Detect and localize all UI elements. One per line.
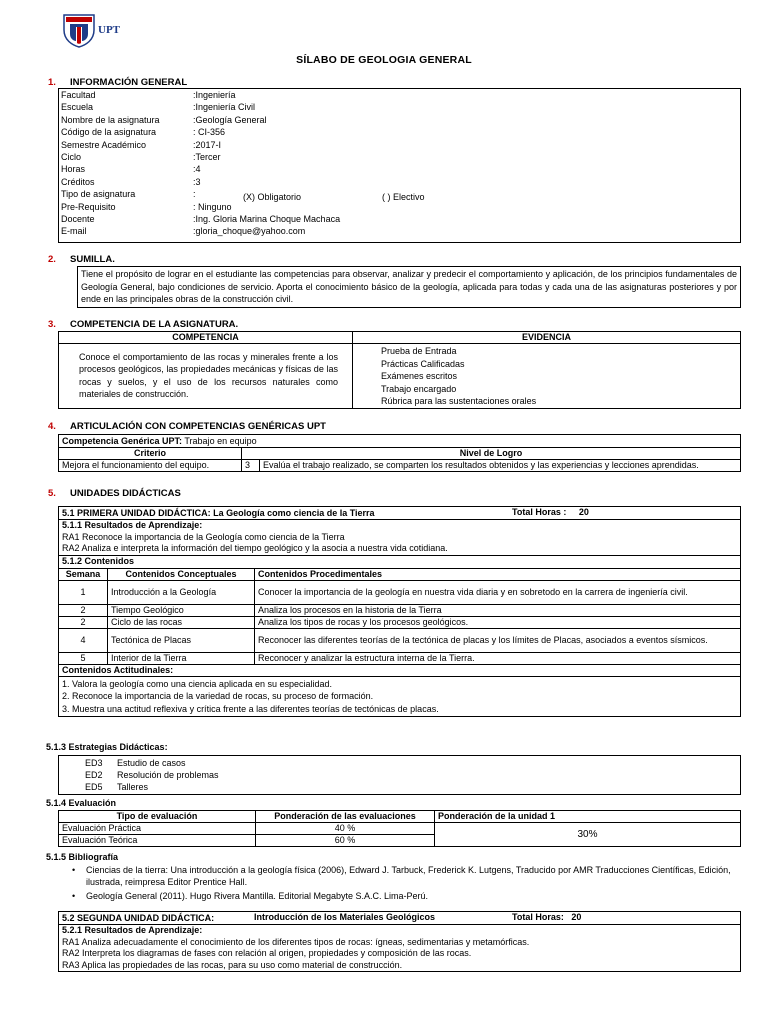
results-title: 5.1.1 Resultados de Aprendizaje: bbox=[62, 520, 203, 530]
section-2-heading bbox=[48, 254, 115, 265]
hours-value: 20 bbox=[578, 507, 589, 517]
info-label: Escuela bbox=[61, 102, 94, 113]
hours-value: 20 bbox=[571, 912, 582, 922]
contenido-row bbox=[59, 652, 741, 664]
section-number: 4. bbox=[48, 421, 56, 432]
electivo-option: ( ) Electivo bbox=[382, 192, 425, 202]
info-value: :Tercer bbox=[193, 152, 221, 162]
info-value: : CI-356 bbox=[193, 127, 226, 138]
semana-cell: 2 bbox=[59, 616, 108, 628]
results-title: 5.2.1 Resultados de Aprendizaje: bbox=[62, 925, 203, 935]
competencia-table bbox=[58, 331, 741, 409]
evidencia-header: EVIDENCIA bbox=[353, 332, 741, 344]
info-label: Código de la asignatura bbox=[61, 127, 157, 138]
hours-label: Total Horas: bbox=[512, 912, 564, 922]
info-value: :Ingeniería bbox=[193, 90, 236, 100]
info-label: Facultad bbox=[61, 90, 96, 100]
unit-2-results bbox=[59, 925, 741, 972]
bibliografia-list bbox=[72, 864, 740, 904]
evaluacion-table bbox=[58, 810, 741, 847]
section-3-heading bbox=[48, 319, 238, 330]
eval-col-tipo: Tipo de evaluación bbox=[59, 811, 256, 823]
eval-practica-value: 40 % bbox=[256, 823, 435, 835]
sumilla-text: Tiene el propósito de lograr en el estudiante las competencias para observar, analizar y predecir el comportamiento y aplicación, de los principios fundamentales de Geología General, bajo condiciones de servicio. Aporta el conocimiento básico de la geología, aplicada para todas y cada una de las asignaturas posteriores y por ende en las principales obras de la construcción civil. bbox=[77, 266, 741, 308]
info-value: :4 bbox=[193, 164, 201, 175]
contenido-row bbox=[59, 616, 741, 628]
col-semana: Semana bbox=[59, 568, 108, 580]
eval-unidad-value: 30% bbox=[435, 823, 741, 847]
learning-result: RA2 Interpreta los diagramas de fases con relación al origen, propiedades y composición de las rocas. bbox=[62, 948, 472, 958]
bullet-icon: • bbox=[72, 891, 76, 901]
info-label: Nombre de la asignatura bbox=[61, 114, 160, 125]
info-label: Horas bbox=[61, 164, 86, 175]
info-label: E-mail bbox=[61, 226, 87, 237]
unit-2-label: 5.2 SEGUNDA UNIDAD DIDÁCTICA: bbox=[62, 912, 215, 923]
unit-2-title: Introducción de los Materiales Geológicos bbox=[254, 912, 436, 922]
bibliografia-item bbox=[72, 890, 740, 902]
semana-cell: 4 bbox=[59, 628, 108, 652]
conceptual-cell: Interior de la Tierra bbox=[108, 652, 255, 664]
bullet-icon: • bbox=[72, 865, 76, 875]
unit-2-table bbox=[58, 911, 741, 972]
evidencia-item: Rúbrica para las sustentaciones orales bbox=[381, 396, 537, 407]
estrategia-code: ED2 bbox=[85, 770, 103, 780]
estrategia-code: ED5 bbox=[85, 782, 103, 792]
evidencia-item: Exámenes escritos bbox=[381, 371, 458, 382]
upt-shield-icon bbox=[62, 12, 96, 48]
estrategias-title: 5.1.3 Estrategias Didácticas: bbox=[46, 742, 168, 752]
unit-2-header bbox=[59, 912, 741, 925]
procedimental-cell: Reconocer las diferentes teorías de la tectónica de placas y los límites de Placas, asociados a eventos sísmicos. bbox=[255, 628, 741, 652]
learning-result: RA3 Aplica las propiedades de las rocas, para su uso como material de construcción. bbox=[62, 959, 403, 970]
unit-1-title: 5.1 PRIMERA UNIDAD DIDÁCTICA: La Geología como ciencia de la Tierra bbox=[62, 507, 375, 518]
eval-col-unidad: Ponderación de la unidad 1 bbox=[435, 811, 741, 823]
estrategia-code: ED3 bbox=[85, 758, 103, 768]
estrategia-text: Resolución de problemas bbox=[117, 770, 219, 780]
obligatorio-option: (X) Obligatorio bbox=[243, 192, 302, 202]
criterio-header: Criterio bbox=[59, 448, 242, 460]
info-value: :Geología General bbox=[193, 114, 267, 125]
conceptual-cell: Tectónica de Placas bbox=[108, 628, 255, 652]
logo-text: UPT bbox=[98, 24, 120, 36]
semana-cell: 5 bbox=[59, 652, 108, 664]
section-1-heading bbox=[48, 77, 187, 88]
section-number: 1. bbox=[48, 77, 56, 88]
evaluacion-title: 5.1.4 Evaluación bbox=[46, 798, 117, 808]
competencia-header: COMPETENCIA bbox=[59, 332, 353, 344]
eval-teorica-label: Evaluación Teórica bbox=[59, 835, 256, 847]
learning-result: RA1 Analiza adecuadamente el conocimiento de los diferentes tipos de rocas: ígneas, sedimentarias y metamórficas. bbox=[62, 936, 530, 947]
bibliografia-title: 5.1.5 Bibliografía bbox=[46, 852, 119, 862]
nivel-number: 3 bbox=[242, 460, 260, 472]
actitudinales-block bbox=[59, 664, 741, 717]
semana-cell: 1 bbox=[59, 580, 108, 604]
section-number: 2. bbox=[48, 254, 56, 265]
learning-result: RA1 Reconoce la importancia de la Geología como ciencia de la Tierra bbox=[62, 531, 345, 542]
estrategia-item bbox=[59, 781, 740, 793]
section-4-heading bbox=[48, 421, 326, 432]
unit-1-table bbox=[58, 506, 741, 717]
actitudinales-title: Contenidos Actitudinales: bbox=[59, 665, 740, 677]
unit-1-hours bbox=[512, 507, 589, 518]
contenido-row bbox=[59, 604, 741, 616]
generica-label: Competencia Genérica UPT: bbox=[62, 435, 183, 446]
info-label: Créditos bbox=[61, 176, 95, 187]
evidencia-item: Trabajo encargado bbox=[381, 383, 457, 394]
criterio-value: Mejora el funcionamiento del equipo. bbox=[59, 460, 242, 472]
procedimental-cell: Analiza los tipos de rocas y los procesos geológicos. bbox=[255, 616, 741, 628]
generica-row bbox=[59, 435, 741, 448]
learning-result: RA2 Analiza e interpreta la información del tiempo geológico y la asocia a nuestra vida cotidiana. bbox=[62, 543, 448, 553]
section-title: COMPETENCIA DE LA ASIGNATURA. bbox=[70, 319, 239, 330]
info-value: :Ingeniería Civil bbox=[193, 102, 256, 113]
evidencia-item: Prácticas Calificadas bbox=[381, 358, 465, 369]
nivel-header: Nivel de Logro bbox=[242, 448, 741, 460]
info-value: :3 bbox=[193, 176, 201, 187]
unit-1-results bbox=[59, 520, 741, 556]
section-title: UNIDADES DIDÁCTICAS bbox=[70, 488, 181, 499]
info-value: : Ninguno bbox=[193, 201, 232, 212]
unit-2-hours bbox=[512, 912, 581, 923]
upt-logo bbox=[62, 12, 132, 48]
eval-practica-label: Evaluación Práctica bbox=[59, 823, 256, 835]
section-number: 3. bbox=[48, 319, 56, 330]
conceptual-cell: Tiempo Geológico bbox=[108, 604, 255, 616]
section-title: INFORMACIÓN GENERAL bbox=[70, 77, 188, 88]
estrategia-item bbox=[59, 769, 740, 781]
procedimental-cell: Reconocer y analizar la estructura interna de la Tierra. bbox=[255, 652, 741, 664]
info-value: :2017-I bbox=[193, 139, 222, 150]
info-label: Ciclo bbox=[61, 152, 82, 162]
bibliografia-item bbox=[72, 864, 740, 888]
section-5-heading bbox=[48, 488, 181, 499]
info-value: : bbox=[193, 189, 196, 200]
info-value: :Ing. Gloria Marina Choque Machaca bbox=[193, 214, 341, 224]
document-title: SÍLABO DE GEOLOGIA GENERAL bbox=[296, 54, 472, 66]
section-title: SUMILLA. bbox=[70, 254, 115, 265]
col-conceptuales: Contenidos Conceptuales bbox=[108, 568, 255, 580]
contenido-row bbox=[59, 628, 741, 652]
actitudinal-item: 3. Muestra una actitud reflexiva y crítica frente a las diferentes teorías de tectónicas de placas. bbox=[62, 703, 439, 714]
competencia-text: Conoce el comportamiento de las rocas y minerales frente a los procesos geológicos, las propiedades mecánicas y físicas de las rocas y suelos, y el uso de los recursos naturales como materiales de construcción. bbox=[59, 344, 353, 409]
contenidos-title: 5.1.2 Contenidos bbox=[59, 555, 741, 568]
estrategia-text: Talleres bbox=[117, 782, 149, 792]
conceptual-cell: Introducción a la Geología bbox=[108, 580, 255, 604]
actitudinal-item: 2. Reconoce la importancia de la variedad de rocas, su proceso de formación. bbox=[62, 691, 374, 701]
section-title: ARTICULACIÓN CON COMPETENCIAS GENÉRICAS UPT bbox=[70, 421, 326, 432]
contenido-row bbox=[59, 580, 741, 604]
semana-cell: 2 bbox=[59, 604, 108, 616]
info-label: Docente bbox=[61, 214, 95, 224]
general-info-box bbox=[58, 88, 741, 243]
procedimental-cell: Analiza los procesos en la historia de la Tierra bbox=[255, 604, 741, 616]
conceptual-cell: Ciclo de las rocas bbox=[108, 616, 255, 628]
eval-teorica-value: 60 % bbox=[256, 835, 435, 847]
unit-1-header bbox=[59, 507, 741, 520]
info-label: Semestre Académico bbox=[61, 139, 147, 150]
evidencia-list bbox=[353, 344, 741, 409]
logro-text: Evalúa el trabajo realizado, se comparten los resultados obtenidos y las experiencias y lecciones aprendidas. bbox=[260, 460, 741, 472]
info-value: :gloria_choque@yahoo.com bbox=[193, 226, 306, 237]
estrategia-text: Estudio de casos bbox=[117, 758, 186, 768]
generica-value: Trabajo en equipo bbox=[184, 435, 257, 446]
evidencia-item: Prueba de Entrada bbox=[381, 346, 457, 356]
estrategia-item bbox=[59, 757, 740, 769]
eval-col-ponderacion: Ponderación de las evaluaciones bbox=[256, 811, 435, 823]
section-number: 5. bbox=[48, 488, 56, 499]
competencia-generica-table bbox=[58, 434, 741, 472]
info-label: Pre-Requisito bbox=[61, 201, 116, 212]
hours-label: Total Horas : bbox=[512, 507, 567, 517]
bibliografia-text: Geología General (2011). Hugo Rivera Mantilla. Editorial Megabyte S.A.C. Lima-Perú. bbox=[86, 891, 428, 901]
info-label: Tipo de asignatura bbox=[61, 189, 136, 200]
bibliografia-text: Ciencias de la tierra: Una introducción a la geología física (2006), Edward J. Tarbuck, Frederick K. Lutgens, Traducido por AMR Traducciones Científicas, Edición, ilustrada, reimpresa Editor Prentice Hall. bbox=[86, 865, 731, 887]
actitudinal-item: 1. Valora la geología como una ciencia aplicada en su especialidad. bbox=[62, 678, 333, 689]
procedimental-cell: Conocer la importancia de la geología en nuestra vida diaria y en sobretodo en la carrera de ingeniería civil. bbox=[255, 580, 741, 604]
col-procedimentales: Contenidos Procedimentales bbox=[255, 568, 741, 580]
estrategias-table bbox=[58, 755, 741, 795]
